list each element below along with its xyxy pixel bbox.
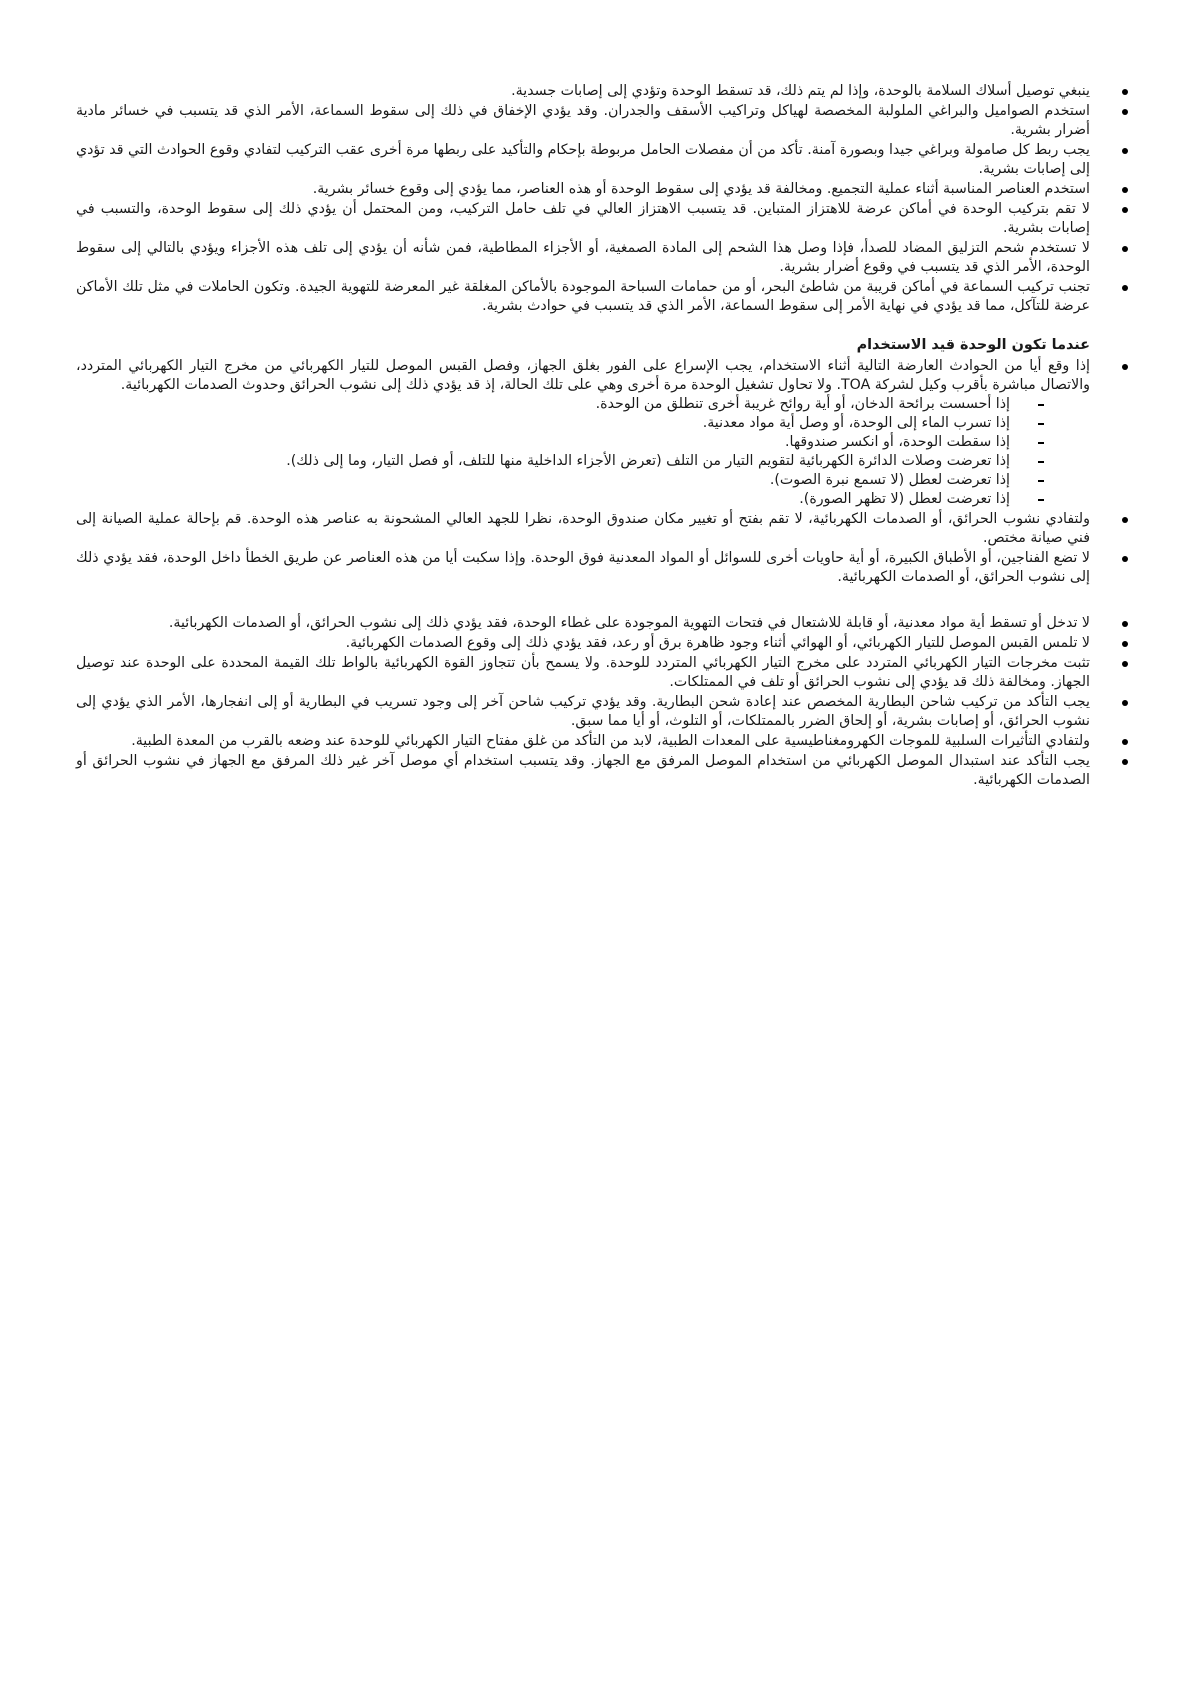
dash-icon (1038, 442, 1044, 444)
bullet-icon (1122, 641, 1128, 647)
dash-icon (1038, 404, 1044, 406)
spacer (76, 588, 1090, 614)
list-item: لا تلمس القبس الموصل للتيار الكهربائي، أو الهوائي أثناء وجود ظاهرة برق أو رعد، فقد يؤدي ذلك إلى وقوع الصدمات الكهربائية. (76, 634, 1090, 653)
bullet-icon (1122, 89, 1128, 95)
sub-list-item: إذا تعرضت لعطل (لا تظهر الصورة). (76, 490, 1010, 509)
dash-icon (1038, 499, 1044, 501)
incident-sublist (76, 395, 1090, 509)
bullet-icon (1122, 109, 1128, 115)
document-page (76, 82, 1090, 791)
bullet-icon (1122, 246, 1128, 252)
dash-icon (1038, 461, 1044, 463)
sub-list-item: إذا سقطت الوحدة، أو انكسر صندوقها. (76, 433, 1010, 452)
bullet-icon (1122, 700, 1128, 706)
list-item: ينبغي توصيل أسلاك السلامة بالوحدة، وإذا لم يتم ذلك، قد تسقط الوحدة وتؤدي إلى إصابات جسدية. (76, 82, 1090, 101)
list-item: استخدم العناصر المناسبة أثناء عملية التجميع. ومخالفة قد يؤدي إلى سقوط الوحدة أو هذه العناصر، مما يؤدي إلى وقوع خسائر بشرية. (76, 180, 1090, 199)
bullet-icon (1122, 364, 1128, 370)
sub-list-item: إذا تعرضت وصلات الدائرة الكهربائية لتقويم التيار من التلف (تعرض الأجزاء الداخلية منها للتلف، أو فصل التيار، وما إلى ذلك). (76, 452, 1010, 471)
list-item: استخدم الصواميل والبراغي الملولبة المخصصة لهياكل وتراكيب الأسقف والجدران. وقد يؤدي الإخفاق في ذلك إلى سقوط السماعة، الأمر الذي قد يتسبب في خسائر مادية أضرار بشرية. (76, 102, 1090, 140)
list-item: تثبت مخرجات التيار الكهربائي المتردد على مخرج التيار الكهربائي المتردد للوحدة. ولا يسمح بأن تتجاوز القوة الكهربائية بالواط تلك القيمة المحددة على الوحدة عند توصيل الجهاز. ومخالفة ذلك قد يؤدي إلى نشوب الحرائق أو تلف في الممتلكات. (76, 654, 1090, 692)
bullet-icon (1122, 759, 1128, 765)
list-item: لا تضع الفناجين، أو الأطباق الكبيرة، أو أية حاويات أخرى للسوائل أو المواد المعدنية فوق الوحدة. وإذا سكبت أيا من هذه العناصر عن طريق الخطأ داخل الوحدة، فقد يؤدي ذلك إلى نشوب الحرائق، أو الصدمات الكهربائية. (76, 549, 1090, 587)
bullet-icon (1122, 207, 1128, 213)
bullet-icon (1122, 517, 1128, 523)
list-item: لا تستخدم شحم التزليق المضاد للصدأ، فإذا وصل هذا الشحم إلى المادة الصمغية، أو الأجزاء المطاطية، فمن شأنه أن يؤدي إلى تلف هذه الأجزاء ويؤدي بالتالي إلى سقوط الوحدة، الأمر الذي قد يتسبب في وقوع أضرار بشرية. (76, 239, 1090, 277)
list-item: إذا وقع أيا من الحوادث العارضة التالية أثناء الاستخدام، يجب الإسراع على الفور بغلق الجهاز، وفصل القبس الموصل للتيار الكهربائي من مخرج التيار الكهربائي المتردد، والاتصال مباشرة بأقرب وكيل لشركة TOA. ولا تحاول تشغيل الوحدة مرة أخرى وهي على تلك الحالة، إذ قد يؤدي ذلك إلى نشوب الحرائق وحدوث الصدمات الكهربائية. إذا أحسست برائحة الدخان، أو أية روائح غريبة أخرى تنطلق من الوحدة. إذا تسرب الماء إلى الوحدة، أو وصل أية مواد معدنية. إذا سقطت الوحدة، أو انكسر صندوقها. إذا تعرضت وصلات الدائرة الكهربائية لتقويم التيار من التلف (تعرض الأجزاء الداخلية منها للتلف، أو فصل التيار، وما إلى ذلك). إذا تعرضت لعطل (لا تسمع نبرة الصوت). إذا تعرضت لعطل (لا تظهر الصورة). (76, 357, 1090, 509)
section-heading: عندما تكون الوحدة قيد الاستخدام (856, 337, 1090, 353)
list-item: تجنب تركيب السماعة في أماكن قريبة من شاطئ البحر، أو من حمامات السباحة الموجودة بالأماكن المغلقة غير المعرضة للتهوية الجيدة. وتكون الحاملات في مثل تلك الأماكن عرضة للتآكل، مما قد يؤدي في نهاية الأمر إلى سقوط السماعة، الأمر الذي قد يتسبب في حوادث بشرية. (76, 278, 1090, 316)
sub-list-item: إذا تعرضت لعطل (لا تسمع نبرة الصوت). (76, 471, 1010, 490)
list-item: يجب التأكد عند استبدال الموصل الكهربائي من استخدام الموصل المرفق مع الجهاز. وقد يتسبب استخدام أي موصل آخر غير ذلك المرفق مع الجهاز في نشوب الحرائق أو الصدمات الكهربائية. (76, 752, 1090, 790)
list-item: لا تقم بتركيب الوحدة في أماكن عرضة للاهتزاز المتباين. قد يتسبب الاهتزاز العالي في تلف حامل التركيب، ومن المحتمل أن يؤدي ذلك إلى سقوط الوحدة، والتسبب في إصابات بشرية. (76, 200, 1090, 238)
bullet-icon (1122, 661, 1128, 667)
bullet-icon (1122, 187, 1128, 193)
sub-list-item: إذا تسرب الماء إلى الوحدة، أو وصل أية مواد معدنية. (76, 414, 1010, 433)
bullet-icon (1122, 621, 1128, 627)
installation-warnings-list (76, 82, 1090, 316)
caution-list (76, 614, 1090, 790)
list-item: لا تدخل أو تسقط أية مواد معدنية، أو قابلة للاشتعال في فتحات التهوية الموجودة على غطاء الوحدة، فقد يؤدي ذلك إلى نشوب الحرائق، أو الصدمات الكهربائية. (76, 614, 1090, 633)
list-item: يجب ربط كل صامولة وبراغي جيدا وبصورة آمنة. تأكد من أن مفصلات الحامل مربوطة بإحكام والتأكيد على ربطها مرة أخرى عقب التركيب لتفادي وقوع الحوادث التي قد تؤدي إلى إصابات بشرية. (76, 141, 1090, 179)
bullet-icon (1122, 556, 1128, 562)
bullet-icon (1122, 739, 1128, 745)
list-item: يجب التأكد من تركيب شاحن البطارية المخصص عند إعادة شحن البطارية. وقد يؤدي تركيب شاحن آخر إلى وجود تسريب في البطارية أو إلى انفجارها، الأمر الذي يؤدي إلى نشوب الحرائق، أو إصابات بشرية، أو إلحاق الضرر بالممتلكات، أو التلوث، أو أيا مما سبق. (76, 693, 1090, 731)
list-item: ولتفادي نشوب الحرائق، أو الصدمات الكهربائية، لا تقم بفتح أو تغيير مكان صندوق الوحدة، نظرا للجهد العالي المشحونة به عناصر هذه الوحدة. قم بإحالة عملية الصيانة إلى فني صيانة مختص. (76, 510, 1090, 548)
list-item: ولتفادي التأثيرات السلبية للموجات الكهرومغناطيسية على المعدات الطبية، لابد من التأكد من غلق مفتاح التيار الكهربائي للوحدة عند وضعه بالقرب من المعدة الطبية. (76, 732, 1090, 751)
dash-icon (1038, 423, 1044, 425)
sub-list-item: إذا أحسست برائحة الدخان، أو أية روائح غريبة أخرى تنطلق من الوحدة. (76, 395, 1010, 414)
in-use-warnings-list (76, 357, 1090, 587)
bullet-icon (1122, 148, 1128, 154)
dash-icon (1038, 480, 1044, 482)
bullet-icon (1122, 285, 1128, 291)
